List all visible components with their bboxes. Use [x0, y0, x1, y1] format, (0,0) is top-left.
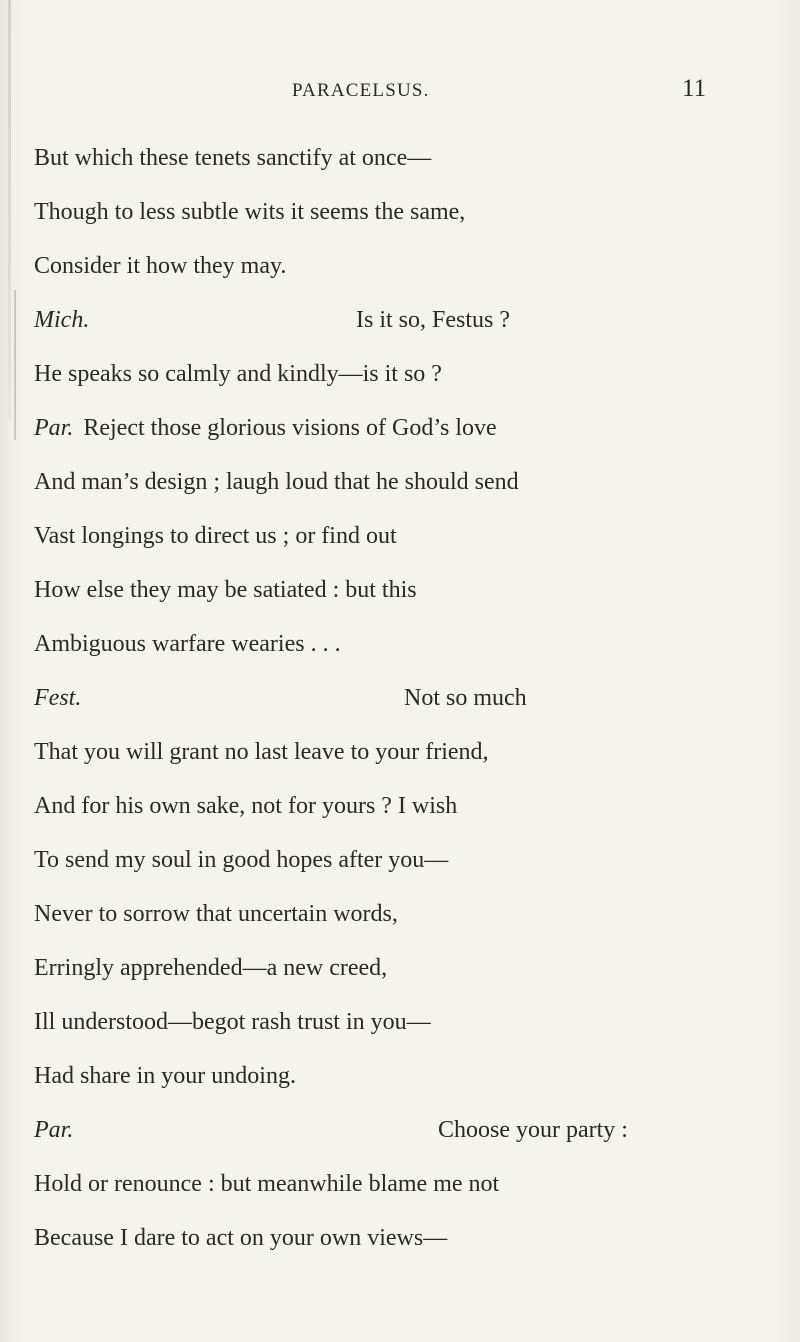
verse-line: Par. Reject those glorious visions of God’s love — [34, 415, 497, 441]
verse-line: Though to less subtle wits it seems the same, — [34, 199, 466, 225]
verse-line: Erringly apprehended—a new creed, — [34, 955, 388, 981]
verse-line: Ambiguous warfare wearies . . . — [34, 631, 341, 657]
verse-line-continuation: Not so much — [404, 685, 527, 711]
page-number: 11 — [682, 75, 707, 102]
verse-line: To send my soul in good hopes after you— — [34, 847, 449, 873]
verse-line: And for his own sake, not for yours ? I wish — [34, 793, 458, 819]
verse-line: Never to sorrow that uncertain words, — [34, 901, 398, 927]
verse-line: Consider it how they may. — [34, 253, 287, 279]
verse-line-continuation: Is it so, Festus ? — [356, 307, 511, 333]
verse-line — [34, 680, 91, 716]
verse-line — [34, 302, 99, 338]
speaker-name: Mich. — [34, 307, 90, 333]
gutter-shadow — [8, 0, 11, 420]
verse-line: That you will grant no last leave to your friend, — [34, 739, 489, 765]
verse-line: Hold or renounce : but meanwhile blame me not — [34, 1171, 500, 1197]
verse-line: Because I dare to act on your own views— — [34, 1225, 448, 1251]
verse-line — [34, 1112, 83, 1148]
verse-line: Had share in your undoing. — [34, 1063, 296, 1089]
verse-line-continuation: Choose your party : — [438, 1117, 628, 1143]
verse-line: Ill understood—begot rash trust in you— — [34, 1009, 431, 1035]
verse-line: And man’s design ; laugh loud that he should send — [34, 469, 519, 495]
speaker-name: Par. — [34, 1117, 74, 1143]
page-header — [0, 75, 800, 110]
verse-line: He speaks so calmly and kindly—is it so ? — [34, 361, 442, 387]
running-head: PARACELSUS. — [292, 80, 430, 101]
speaker-name: Par. — [34, 415, 74, 441]
gutter-shadow-inner — [14, 290, 16, 440]
verse-line: Vast longings to direct us ; or find out — [34, 523, 397, 549]
verse-line: But which these tenets sanctify at once— — [34, 145, 432, 171]
speaker-name: Fest. — [34, 685, 82, 711]
verse-line: How else they may be satiated : but this — [34, 577, 417, 603]
